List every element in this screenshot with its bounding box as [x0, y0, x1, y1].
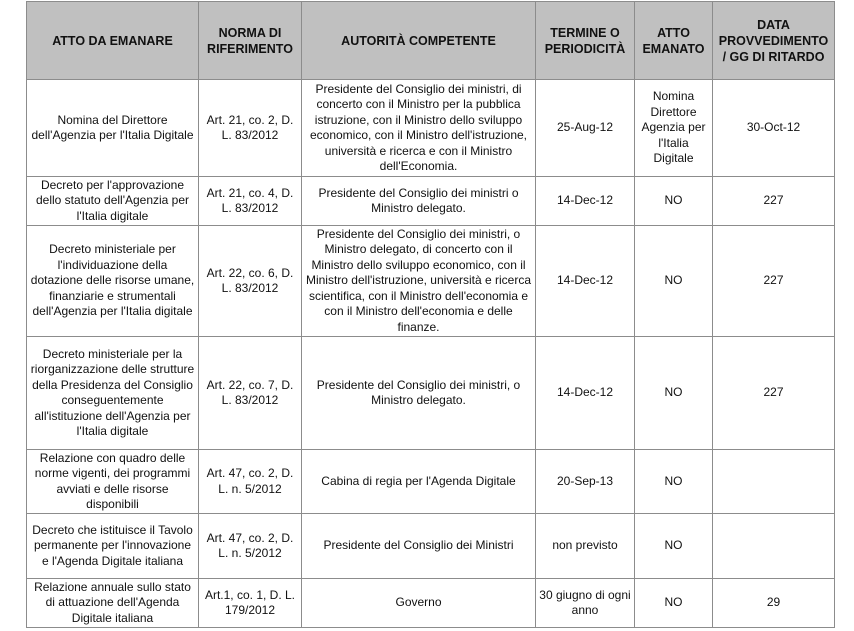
header-row	[27, 2, 835, 80]
header-atto: ATTO DA EMANARE	[27, 2, 199, 80]
cell-norma: Art. 47, co. 2, D. L. n. 5/2012	[199, 450, 302, 514]
table-row	[27, 177, 835, 226]
cell-termine: 14-Dec-12	[536, 337, 635, 450]
cell-autorita: Presidente del Consiglio dei ministri, o Ministro delegato.	[302, 337, 536, 450]
cell-emanato: NO	[635, 177, 713, 226]
cell-atto: Decreto ministeriale per la riorganizzazione delle strutture della Presidenza del Consiglio conseguentemente all'istituzione dell'Agenzia per l'Italia digitale	[27, 337, 199, 450]
acts-table	[26, 1, 835, 628]
cell-atto: Decreto ministeriale per l'individuazione della dotazione delle risorse umane, finanziarie e strumentali dell'Agenzia per l'Italia digitale	[27, 226, 199, 337]
cell-autorita: Governo	[302, 579, 536, 628]
table-row	[27, 80, 835, 177]
cell-norma: Art. 21, co. 2, D. L. 83/2012	[199, 80, 302, 177]
cell-emanato: NO	[635, 337, 713, 450]
table-row	[27, 226, 835, 337]
cell-atto: Relazione con quadro delle norme vigenti, dei programmi avviati e delle risorse disponibili	[27, 450, 199, 514]
cell-atto: Nomina del Direttore dell'Agenzia per l'Italia Digitale	[27, 80, 199, 177]
cell-data: 29	[713, 579, 835, 628]
cell-emanato: NO	[635, 514, 713, 579]
table-row	[27, 337, 835, 450]
cell-norma: Art. 22, co. 7, D. L. 83/2012	[199, 337, 302, 450]
acts-table-container	[26, 1, 834, 628]
header-norma: NORMA DI RIFERIMENTO	[199, 2, 302, 80]
header-termine: TERMINE O PERIODICITÀ	[536, 2, 635, 80]
cell-termine: non previsto	[536, 514, 635, 579]
cell-data: 227	[713, 226, 835, 337]
cell-atto: Relazione annuale sullo stato di attuazione dell'Agenda Digitale italiana	[27, 579, 199, 628]
cell-autorita: Presidente del Consiglio dei ministri o Ministro delegato.	[302, 177, 536, 226]
cell-emanato: NO	[635, 450, 713, 514]
header-data: DATA PROVVEDIMENTO / GG DI RITARDO	[713, 2, 835, 80]
cell-norma: Art. 21, co. 4, D. L. 83/2012	[199, 177, 302, 226]
cell-data	[713, 514, 835, 579]
cell-data: 30-Oct-12	[713, 80, 835, 177]
cell-termine: 14-Dec-12	[536, 226, 635, 337]
cell-emanato: NO	[635, 226, 713, 337]
cell-data: 227	[713, 177, 835, 226]
cell-autorita: Presidente del Consiglio dei ministri, o Ministro delegato, di concerto con il Ministro dello sviluppo economico, con il Ministro dell'istruzione, università e ricerca scientifica, con il Ministro dell'economia e con il Ministro dell'economia e delle finanze.	[302, 226, 536, 337]
cell-emanato: Nomina Direttore Agenzia per l'Italia Digitale	[635, 80, 713, 177]
table-row	[27, 579, 835, 628]
cell-atto: Decreto che istituisce il Tavolo permanente per l'innovazione e l'Agenda Digitale italiana	[27, 514, 199, 579]
cell-data: 227	[713, 337, 835, 450]
table-row	[27, 514, 835, 579]
cell-data	[713, 450, 835, 514]
cell-emanato: NO	[635, 579, 713, 628]
cell-atto: Decreto per l'approvazione dello statuto dell'Agenzia per l'Italia digitale	[27, 177, 199, 226]
cell-termine: 20-Sep-13	[536, 450, 635, 514]
cell-termine: 30 giugno di ogni anno	[536, 579, 635, 628]
cell-autorita: Presidente del Consiglio dei Ministri	[302, 514, 536, 579]
header-autorita: AUTORITÀ COMPETENTE	[302, 2, 536, 80]
cell-termine: 14-Dec-12	[536, 177, 635, 226]
cell-autorita: Presidente del Consiglio dei ministri, di concerto con il Ministro per la pubblica istruzione, con il Ministro dello sviluppo economico, con il Ministro dell'istruzione, università e ricerca e con il Ministro dell'Economia.	[302, 80, 536, 177]
cell-norma: Art.1, co. 1, D. L. 179/2012	[199, 579, 302, 628]
cell-termine: 25-Aug-12	[536, 80, 635, 177]
table-row	[27, 450, 835, 514]
header-emanato: ATTO EMANATO	[635, 2, 713, 80]
cell-autorita: Cabina di regia per l'Agenda Digitale	[302, 450, 536, 514]
cell-norma: Art. 22, co. 6, D. L. 83/2012	[199, 226, 302, 337]
cell-norma: Art. 47, co. 2, D. L. n. 5/2012	[199, 514, 302, 579]
